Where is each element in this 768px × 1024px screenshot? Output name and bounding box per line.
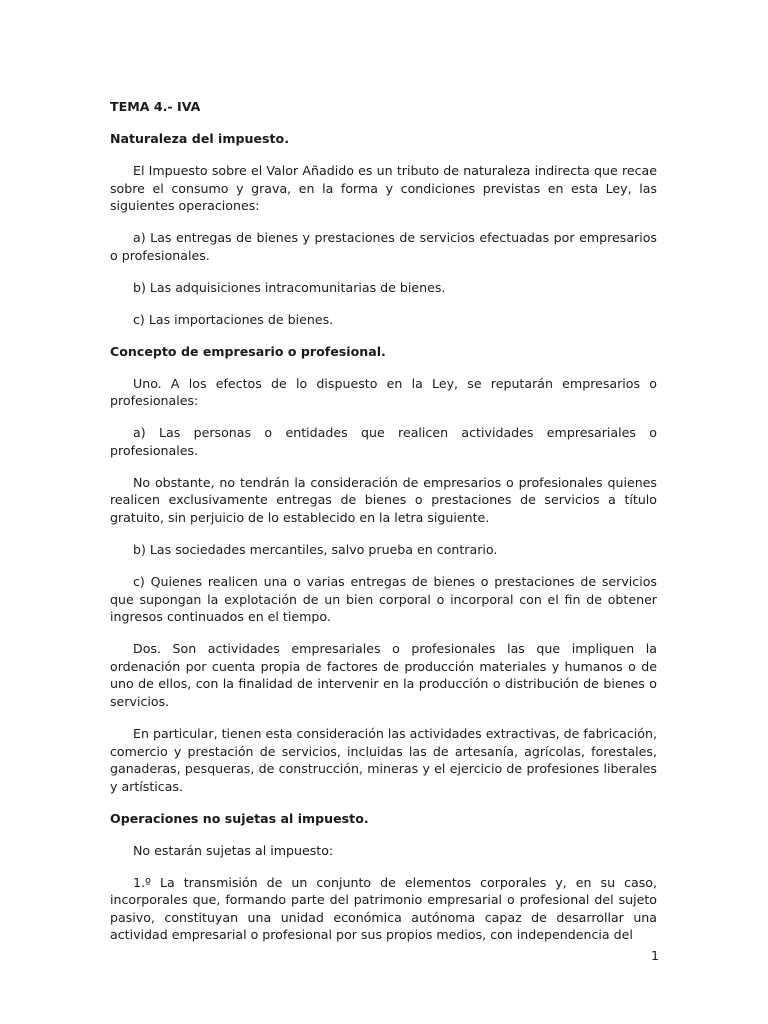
paragraph: No obstante, no tendrán la consideración de empresarios o profesionales quienes realicen exclusivamente entregas de bienes o prestaciones de servicios a título gratuito, sin perjuicio de lo establecido en la letra siguiente. bbox=[110, 474, 657, 526]
document-page bbox=[110, 98, 657, 958]
paragraph: Dos. Son actividades empresariales o profesionales las que impliquen la ordenación por cuenta propia de factores de producción materiales y humanos o de uno de ellos, con la finalidad de intervenir en la producción o distribución de bienes o servicios. bbox=[110, 641, 657, 709]
paragraph: c) Quienes realicen una o varias entregas de bienes o prestaciones de servicios que supongan la explotación de un bien corporal o incorporal con el fin de obtener ingresos continuados en el tiempo. bbox=[110, 573, 657, 625]
paragraph: En particular, tienen esta consideración las actividades extractivas, de fabricación, comercio y prestación de servicios, incluidas las de artesanía, agrícolas, forestales, ganaderas, pesqueras, de construcción, mineras y el ejercicio de profesiones liberales y artísticas. bbox=[110, 725, 657, 794]
document-title: TEMA 4.- IVA bbox=[110, 99, 201, 114]
page-number: 1 bbox=[651, 948, 660, 963]
paragraph: a) Las entregas de bienes y prestaciones de servicios efectuadas por empresarios o profesionales. bbox=[110, 230, 657, 263]
paragraph: No estarán sujetas al impuesto: bbox=[133, 842, 334, 858]
section-heading-concepto: Concepto de empresario o profesional. bbox=[110, 343, 386, 359]
paragraph: b) Las adquisiciones intracomunitarias de bienes. bbox=[133, 279, 446, 295]
section-heading-naturaleza: Naturaleza del impuesto. bbox=[110, 130, 289, 146]
paragraph: a) Las personas o entidades que realicen actividades empresariales o profesionales. bbox=[110, 425, 657, 458]
paragraph: Uno. A los efectos de lo dispuesto en la Ley, se reputarán empresarios o profesionales: bbox=[110, 375, 657, 409]
paragraph: 1.º La transmisión de un conjunto de elementos corporales y, en su caso, incorporales que, formando parte del patrimonio empresarial o profesional del sujeto pasivo, constituyan una unidad económica autónoma capaz de desarrollar una actividad empresarial o profesional por sus propios medios, con independencia del bbox=[110, 874, 657, 943]
paragraph: El Impuesto sobre el Valor Añadido es un tributo de naturaleza indirecta que recae sobre el consumo y grava, en la forma y condiciones previstas en esta Ley, las siguientes operaciones: bbox=[110, 162, 657, 214]
paragraph: c) Las importaciones de bienes. bbox=[133, 311, 334, 327]
paragraph: b) Las sociedades mercantiles, salvo prueba en contrario. bbox=[133, 542, 498, 557]
section-heading-no-sujetas: Operaciones no sujetas al impuesto. bbox=[110, 810, 369, 826]
